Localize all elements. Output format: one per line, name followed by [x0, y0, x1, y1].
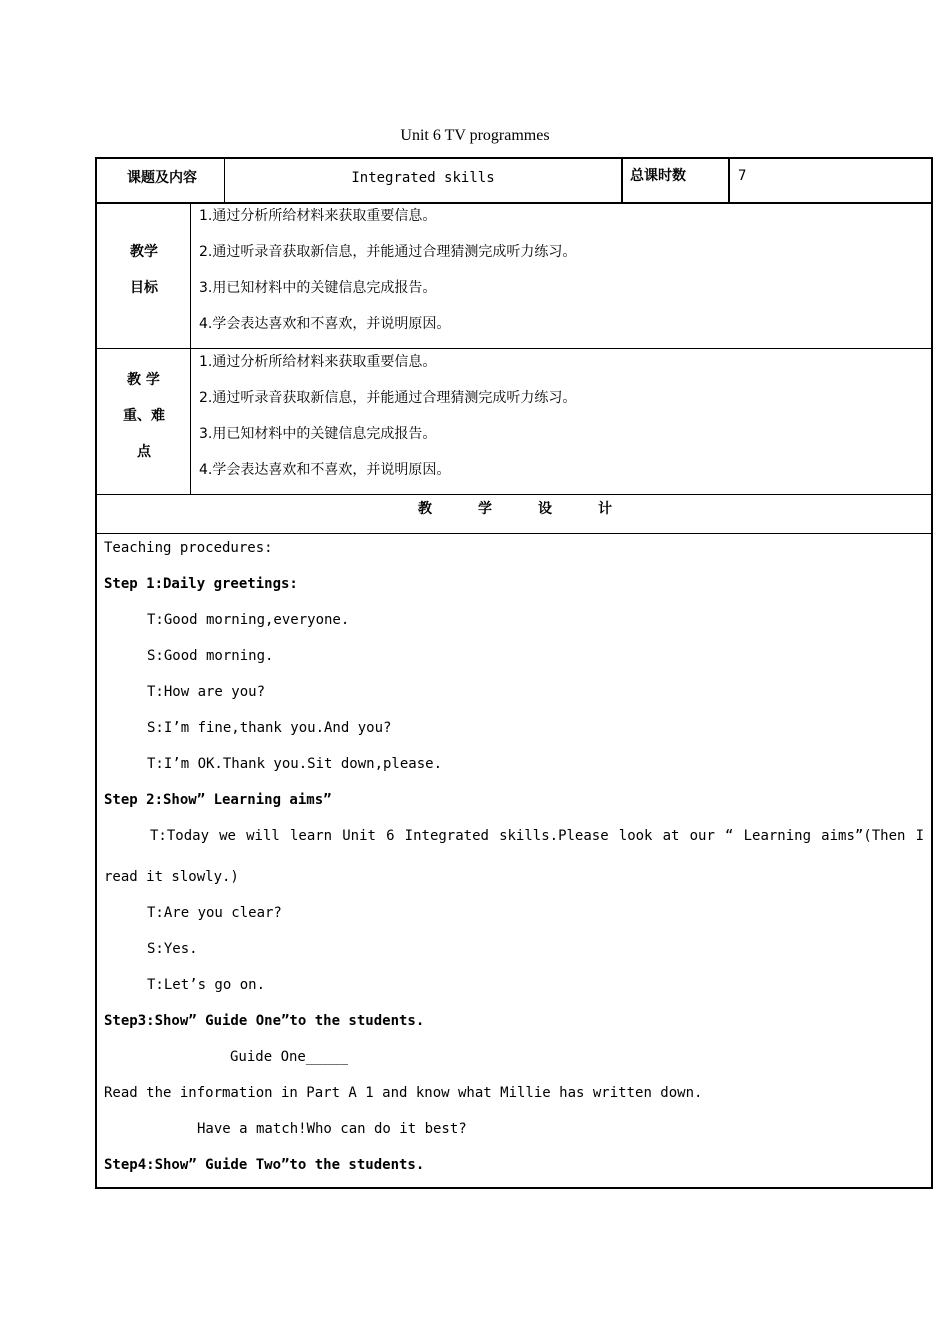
- guide-one-title: Guide One_____: [230, 1049, 349, 1065]
- keypoint-item: 4.学会表达喜欢和不喜欢，并说明原因。: [199, 462, 451, 478]
- document-title: Unit 6 TV programmes: [400, 127, 550, 144]
- keypoint-item: 2.通过听录音获取新信息，并能通过合理猜测完成听力练习。: [199, 390, 577, 406]
- dialogue-line: T:Good morning,everyone.: [147, 612, 350, 628]
- objectives-label-1: 教学: [130, 244, 158, 260]
- objective-item: 4.学会表达喜欢和不喜欢，并说明原因。: [199, 316, 451, 332]
- objective-item: 1.通过分析所给材料来获取重要信息。: [199, 208, 437, 224]
- dialogue-line: T:Are you clear?: [147, 905, 282, 921]
- dialogue-line: T:I’m OK.Thank you.Sit down,please.: [147, 756, 443, 772]
- dialogue-line: read it slowly.): [104, 869, 239, 885]
- dialogue-line: T:How are you?: [147, 684, 266, 700]
- keypoints-label-3: 点: [137, 444, 151, 460]
- keypoint-item: 3.用已知材料中的关键信息完成报告。: [199, 426, 437, 442]
- topic-label: 课题及内容: [127, 170, 197, 186]
- keypoints-label-1: 教 学: [127, 372, 160, 388]
- objective-item: 3.用已知材料中的关键信息完成报告。: [199, 280, 437, 296]
- keypoint-item: 1.通过分析所给材料来获取重要信息。: [199, 354, 437, 370]
- step-4-heading: Step4:Show” Guide Two”to the students.: [104, 1157, 425, 1173]
- dialogue-line: S:Good morning.: [147, 648, 274, 664]
- step-3-heading: Step3:Show” Guide One”to the students.: [104, 1013, 425, 1029]
- step-2-heading: Step 2:Show” Learning aims”: [104, 792, 332, 808]
- dialogue-line: S:I’m fine,thank you.And you?: [147, 720, 392, 736]
- dialogue-line: T:Today we will learn Unit 6 Integrated skills.Please look at our “ Learning aims”(Then I: [150, 828, 924, 844]
- guide-instruction: Read the information in Part A 1 and know what Millie has written down.: [104, 1085, 703, 1101]
- objective-item: 2.通过听录音获取新信息，并能通过合理猜测完成听力练习。: [199, 244, 577, 260]
- hours-label: 总课时数: [630, 168, 686, 184]
- guide-instruction: Have a match!Who can do it best?: [197, 1121, 467, 1137]
- objectives-label-2: 目标: [130, 280, 158, 296]
- dialogue-line: S:Yes.: [147, 941, 198, 957]
- hours-value: 7: [738, 168, 747, 184]
- topic-value: Integrated skills: [351, 170, 495, 186]
- step-1-heading: Step 1:Daily greetings:: [104, 576, 298, 592]
- procedures-intro: Teaching procedures:: [104, 540, 273, 556]
- keypoints-label-2: 重、难: [123, 408, 165, 424]
- dialogue-line: T:Let’s go on.: [147, 977, 266, 993]
